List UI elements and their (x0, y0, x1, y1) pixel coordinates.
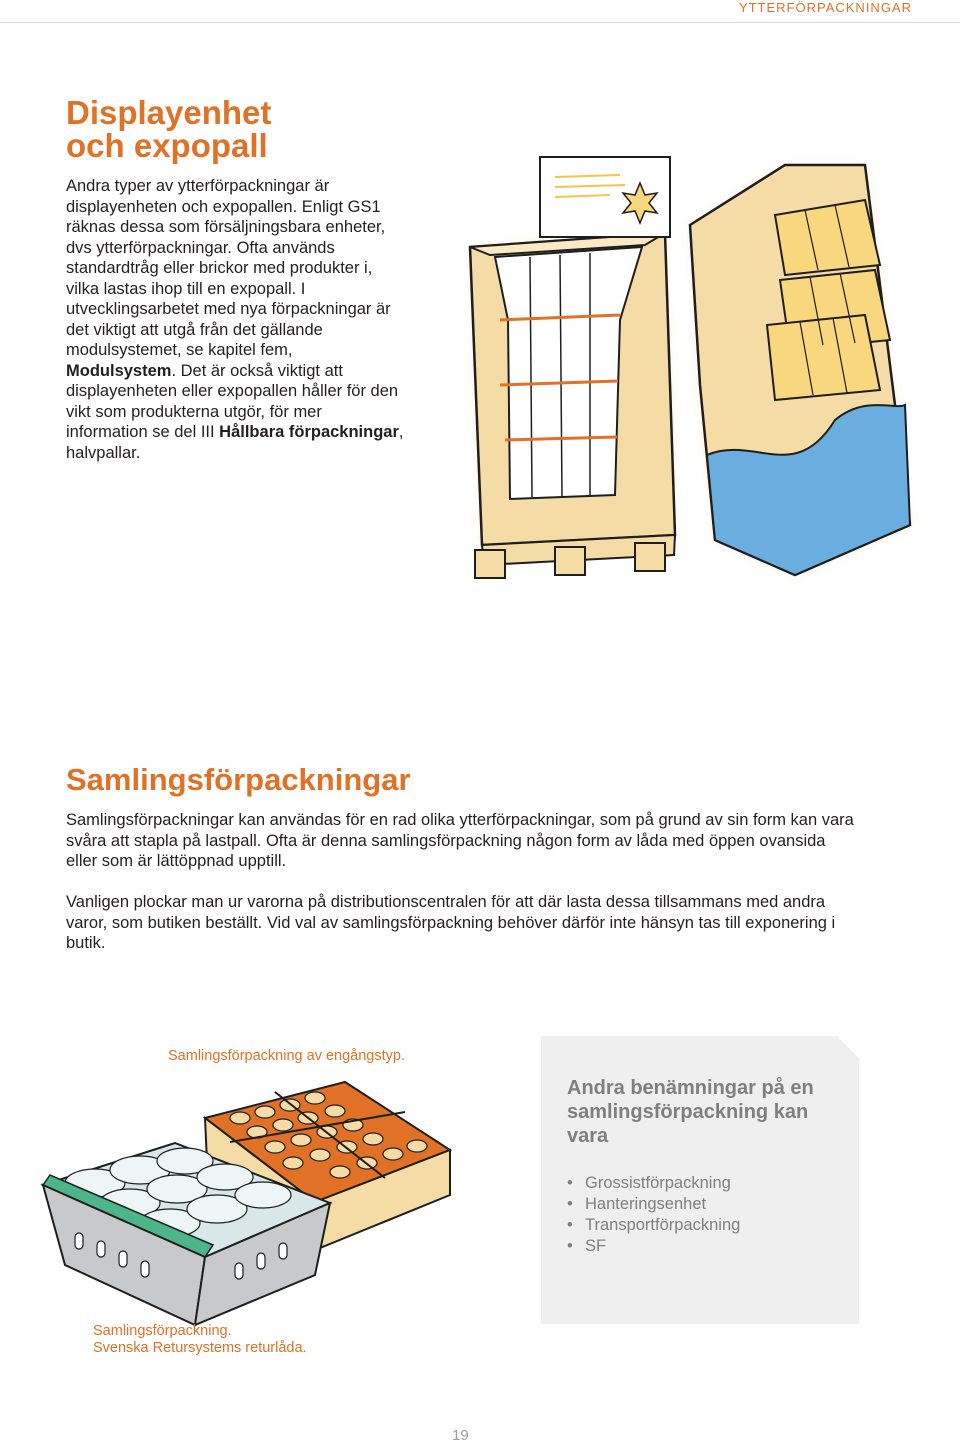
intro-paragraph (66, 176, 406, 463)
intro-bold-modulsystem: Modulsystem (66, 361, 172, 380)
return-crate-illustration (35, 1125, 340, 1330)
sidebar-corner-fold (837, 1036, 859, 1058)
intro-text-a: Andra typer av ytterförpackningar är displayenheten och expopallen. Enligt GS1 räknas dessa som försäljningsbara enheter, dvs ytterförpackningar. Ofta används standardtråg eller brickor med produkter i, vilka lastas ihop till en expopall. I utvecklingsarbetet med nya förpackningar är det viktigt att utgå från det gällande modulsystemet, se kapitel fem, (66, 177, 391, 359)
sidebar-box (541, 1036, 859, 1324)
bullet-icon: • (567, 1195, 573, 1213)
caption-tray: Samlingsförpackning av engångstyp. (168, 1048, 405, 1064)
samling-paragraph-2: Vanligen plockar man ur varorna på distributionscentralen för att där lasta dessa tillsammans med andra varor, som butiken beställt. Vid val av samlingsförpackning behöver därför inte hänsyn tas till exponering i butik. (66, 893, 836, 952)
caption-crate-line2: Svenska Retursystems returlåda. (93, 1340, 307, 1356)
sidebar-list-item (567, 1215, 740, 1236)
section-title-display (66, 96, 396, 162)
sidebar-list-item (567, 1194, 740, 1215)
sidebar-item-label: SF (585, 1237, 607, 1255)
running-head: YTTERFÖRPACKNINGAR (738, 0, 912, 15)
sidebar-list-item (567, 1236, 740, 1257)
intro-text-c: , halvpallar. (66, 423, 404, 462)
sidebar-item-label: Transportförpackning (585, 1216, 741, 1234)
section-title-line2: och expopall (66, 127, 268, 164)
samling-paragraph-1: Samlingsförpackningar kan användas för en rad olika ytterförpackningar, som på grund av sin form kan vara svåra att stapla på lastpall. Ofta är denna samlingsförpackning någon form av låda med öppen ovansida eller som är lättöppnad upptill. (66, 811, 854, 870)
sidebar-list-item (567, 1173, 740, 1194)
caption-crate (93, 1323, 307, 1357)
sidebar-item-label: Grossistförpackning (585, 1174, 731, 1192)
bullet-icon: • (567, 1174, 573, 1192)
sidebar-item-label: Hanteringsenhet (585, 1195, 707, 1213)
bullet-icon: • (567, 1237, 573, 1255)
sidebar-list (567, 1173, 740, 1257)
page-number: 19 (452, 1427, 469, 1444)
header-rule (0, 22, 960, 23)
intro-text-b: . Det är också viktigt att displayenheten eller expopallen håller för den vikt som produkterna utgör, för mer information se del III (66, 361, 399, 441)
caption-crate-line1: Samlingsförpackning. (93, 1323, 232, 1339)
section-title-line1: Displayenhet (66, 94, 272, 131)
bullet-icon: • (567, 1216, 573, 1234)
intro-bold-hallbara: Hållbara förpackningar (219, 423, 399, 441)
section-title-samling: Samlingsförpackningar (66, 762, 411, 797)
display-stand-illustration (535, 155, 945, 605)
sidebar-heading: Andra benämningar på en samlingsförpackning kan vara (567, 1077, 814, 1147)
